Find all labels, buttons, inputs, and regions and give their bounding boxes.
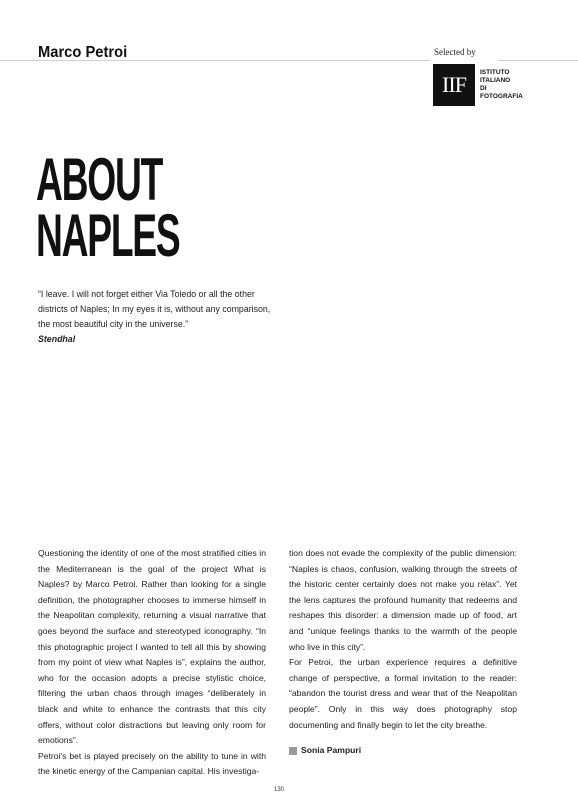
epigraph-quote [38,287,278,347]
logo-line: ITALIANO [480,77,511,84]
logo-line: ISTITUTO [480,69,510,76]
selected-by-label: Selected by [434,47,476,57]
logo-line: FOTOGRAFIA [480,93,523,100]
body-paragraph: For Petroi, the urban experience requires a definitive change of perspective, a formal invitation to the reader: “abandon the tourist dress and wear that of the Neapolitan people”. Only in this way does photography stop documenting and finally begin to let the city breathe. [289,657,517,730]
body-column-right [289,546,517,759]
iif-logo-text [480,69,523,101]
article-title [36,146,180,269]
title-line: NAPLES [36,202,180,269]
page-number: 130 [274,787,285,793]
body-paragraph: tion does not evade the complexity of the public dimension: “Naples is chaos, confusion, walking through the streets of the historic center certainly does not make you relax”. Yet the lens captures the profound humanity that redeems and reshapes this disorder: a dimension made up of food, art and “unique feelings thanks to the warmth of the people who live in this city”. [289,548,517,652]
signature-square-icon [289,747,297,755]
signature-name: Sonia Pampuri [301,745,362,756]
author-name: Marco Petroi [38,44,128,61]
header-rule-right [498,60,578,61]
logo-line: DI [480,85,487,92]
body-column-left [38,546,266,780]
iif-logo-mark: IIF [433,64,475,106]
body-paragraph: Petroi's bet is played precisely on the ability to tune in with the kinetic energy of the Campanian capital. His investiga- [38,750,266,777]
quote-text: “I leave. I will not forget either Via Toledo or all the other districts of Naples; In my eyes it is, without any comparison, the most beautiful city in the universe.” [38,289,271,329]
quote-author: Stendhal [38,334,76,344]
iif-logo [433,64,523,106]
article-signature [289,743,517,759]
body-paragraph: Questioning the identity of one of the most stratified cities in the Mediterranean is the goal of the project What is Naples? by Marco Petroi. Rather than looking for a single definition, the photographer chooses to immerse himself in the Neapolitan complexity, returning a visual narrative that goes beyond the surface and stereotyped iconography. “In this photographic project I wanted to tell all this by showing from my point of view what Naples is”, explains the author, who for the occasion adopts a precise stylistic choice, filtering the urban chaos through images “deliberately in black and white to enhance the contrasts that this city offers, without color distractions but leaving only room for emotions”. [38,548,266,746]
title-line: ABOUT [36,146,163,213]
